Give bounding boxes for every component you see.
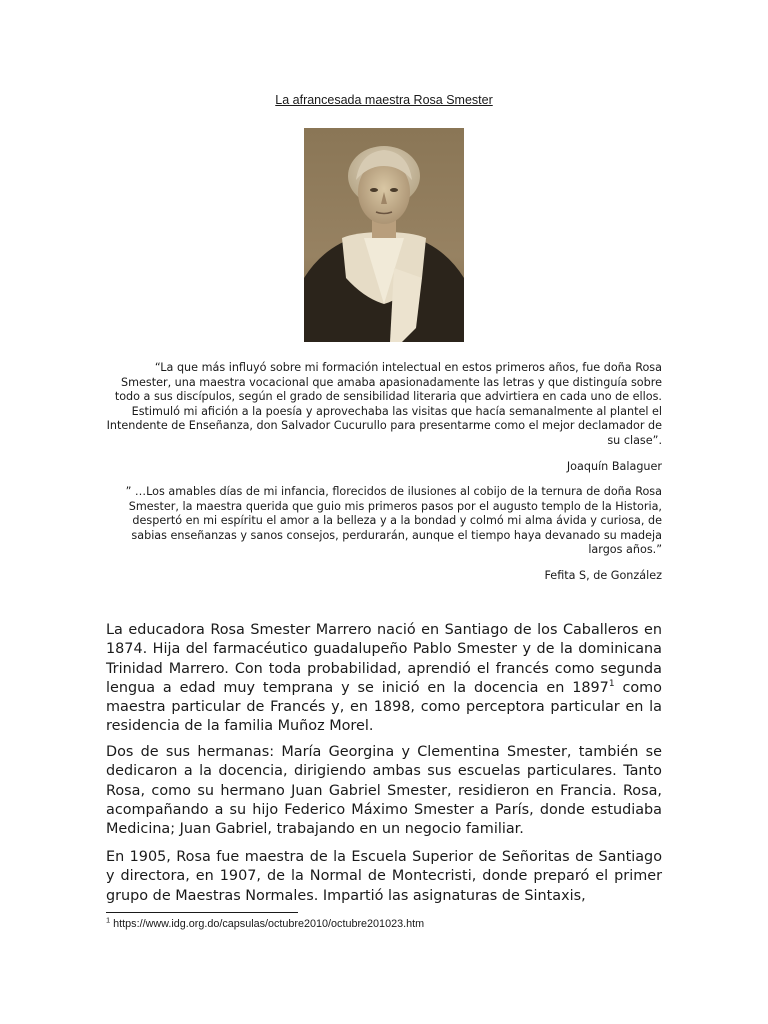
footnote-link[interactable]: https://www.idg.org.do/capsulas/octubre2010/octubre201023.htm <box>110 918 425 930</box>
quote-gonzalez <box>106 485 662 558</box>
quote-text: ” …Los amables días de mi infancia, florecidos de ilusiones al cobijo de la ternura de doña Rosa Smester, la maestra querida que guio mis primeros pasos por el augusto templo de la Historia, despertó en mi espíritu el amor a la belleza y a la bondad y colmó mi alma ávida y curiosa, de sabias enseñanzas y sanos consejos, perdurarán, aunque el tiempo haya devanado su madeja largos años.” <box>125 485 662 557</box>
footnote-number: 1 <box>106 915 111 925</box>
paragraph-text: En 1905, Rosa fue maestra de la Escuela Superior de Señoritas de Santiago y directora, en 1907, de la Normal de Montecristi, donde preparó el primer grupo de Maestras Normales. Impartió las asignaturas de Sintaxis, <box>106 849 662 904</box>
footnote <box>106 917 662 931</box>
paragraph-text: La educadora Rosa Smester Marrero nació en Santiago de los Caballeros en 1874. Hija del farmacéutico guadalupeño Pablo Smester y de la dominicana Trinidad Marrero. Con toda probabilidad, aprendió el francés como segunda lengua a edad muy temprana y se inició en la docencia en 1897 <box>106 622 662 696</box>
paragraph-text: como maestra particular de Francés y, en 1898, como perceptora particular en la residencia de la familia Muñoz Morel. <box>106 679 662 735</box>
quote-balaguer <box>106 361 662 449</box>
footnote-divider <box>106 912 298 913</box>
quote-text: “La que más influyó sobre mi formación intelectual en estos primeros años, fue doña Rosa Smester, una maestra vocacional que amaba apasionadamente las letras y que distinguía sobre todo a sus discípulos, según el grado de sensibilidad literaria que advirtiera en cada uno de ellos. Estimuló mi afición a la poesía y aprovechaba las visitas que hacía semanalmente al plantel el Intendente de Enseñanza, don Salvador Cucurullo para presentarme como el mejor declamador de su clase”. <box>106 361 662 447</box>
page-title: La afrancesada maestra Rosa Smester <box>275 93 493 107</box>
body-paragraph <box>106 848 662 906</box>
quote-author: Joaquín Balaguer <box>566 460 662 473</box>
quote-author: Fefita S, de González <box>544 569 662 582</box>
portrait-photo <box>304 128 464 342</box>
body-paragraph <box>106 743 662 839</box>
paragraph-text: Dos de sus hermanas: María Georgina y Clementina Smester, también se dedicaron a la docencia, dirigiendo ambas sus escuelas particulares. Tanto Rosa, como su hermano Juan Gabriel Smester, residieron en Francia. Rosa, acompañando a su hijo Federico Máximo Smester a París, donde estudiaba Medicina; Juan Gabriel, trabajando en un negocio familiar. <box>106 744 662 838</box>
footnote-reference[interactable]: 1 <box>608 679 615 690</box>
body-paragraph <box>106 621 662 737</box>
